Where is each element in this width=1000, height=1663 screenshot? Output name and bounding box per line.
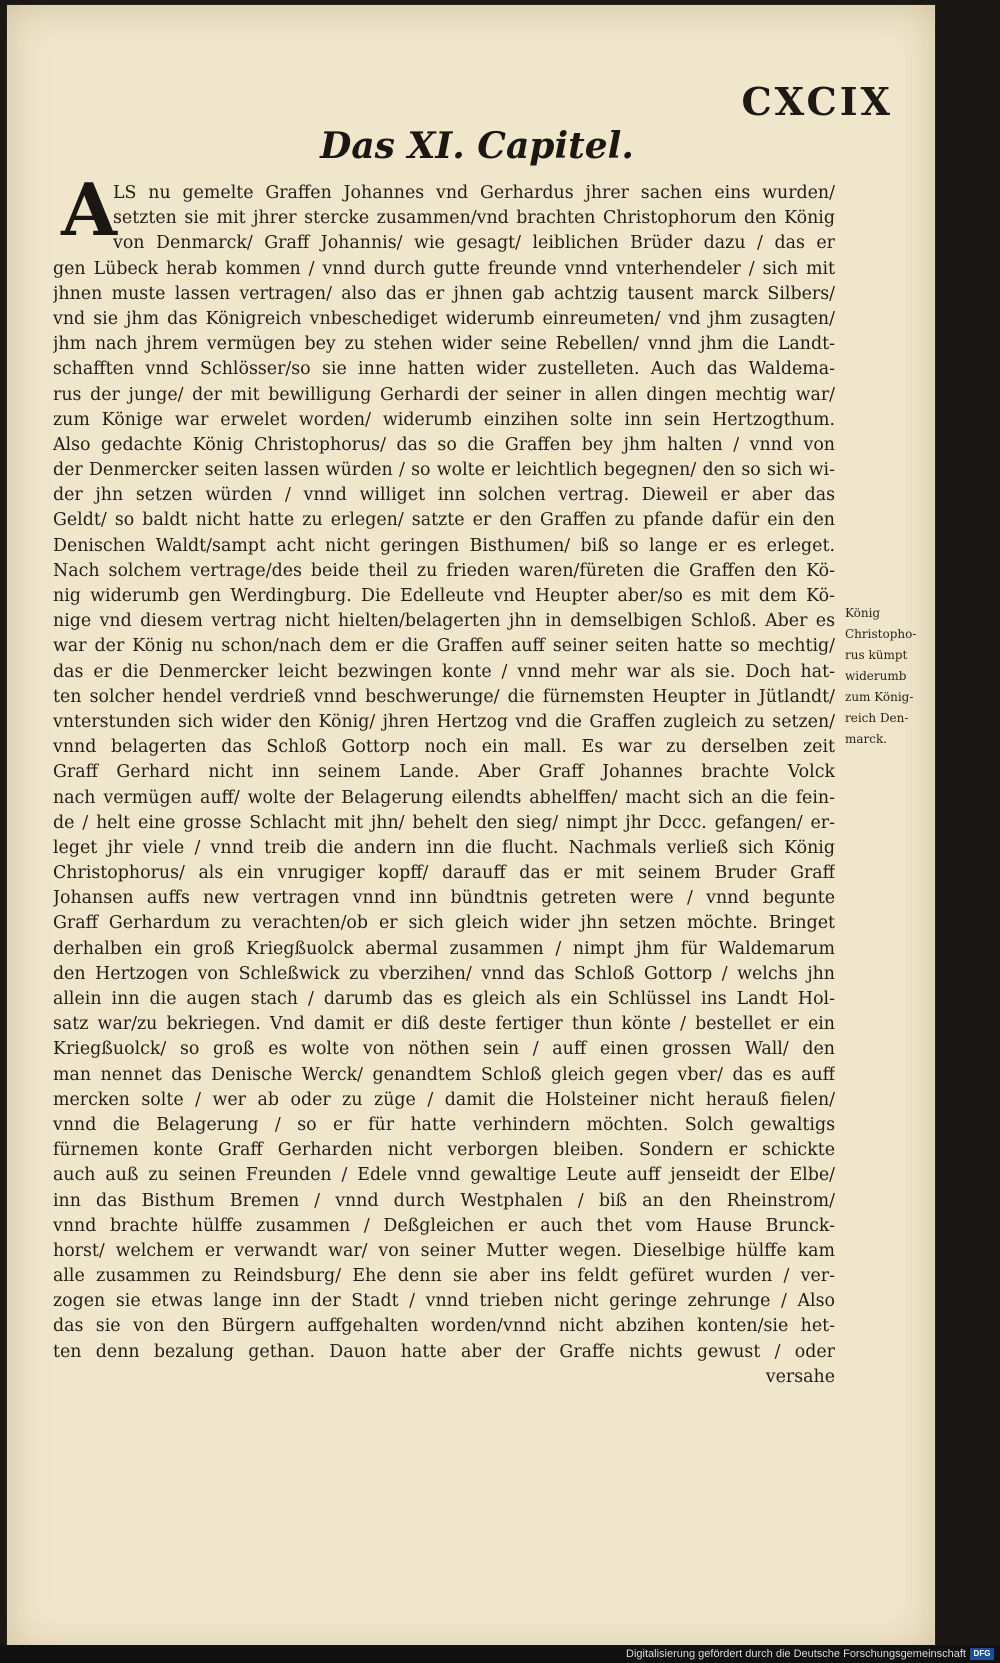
text-line: ten denn bezalung gethan. Dauon hatte aber der Graffe nichts gewust / oder bbox=[53, 1341, 835, 1362]
margin-note-line: zum König- bbox=[845, 690, 914, 704]
text-line: der Denmercker seiten lassen würden / so wolte er leichtlich begegnen/ den so sich wi- bbox=[53, 460, 835, 481]
text-line: vnnd belagerten das Schloß Gottorp noch ein mall. Es war zu derselben zeit bbox=[53, 737, 835, 758]
text-line: de / helt eine grosse Schlacht mit jhn/ behelt den sieg/ nimpt jhr Dccc. gefangen/ er- bbox=[53, 812, 835, 833]
text-line: jhnen muste lassen vertragen/ also das er jhnen gab achtzig tausent marck Silbers/ bbox=[53, 283, 835, 304]
text-line: von Denmarck/ Graff Johannis/ wie gesagt/ leiblichen Brüder dazu / das er bbox=[113, 233, 835, 254]
margin-note-line: reich Den- bbox=[845, 711, 909, 725]
text-line: den Hertzogen von Schleßwick zu vberzihen/ vnnd das Schloß Gottorp / welchs jhn bbox=[53, 963, 835, 984]
text-line: nig widerumb gen Werdingburg. Die Edelleute vnd Heupter aber/so es mit dem Kö- bbox=[53, 586, 835, 606]
margin-note-line: König bbox=[845, 606, 881, 620]
funding-notice: Digitalisierung gefördert durch die Deutsche Forschungsgemeinschaft bbox=[626, 1648, 966, 1660]
text-line: alle zusammen zu Reindsburg/ Ehe denn sie aber ins feldt gefüret wurden / ver- bbox=[53, 1266, 835, 1287]
text-line: Graff Gerhardum zu verachten/ob er sich gleich wider jhn setzen möchte. Bringet bbox=[53, 913, 835, 934]
text-line: der jhn setzen würden / vnnd williget inn solchen vertrag. Dieweil er aber das bbox=[53, 485, 835, 506]
text-line: nige vnd diesem vertrag nicht hielten/belagerten jhn in demselbigen Schloß. Aber es bbox=[53, 611, 835, 632]
text-line: schafften vnnd Schlösser/so sie inne hatten wider zustelleten. Auch das Waldema- bbox=[53, 359, 835, 380]
text-line: zogen sie etwas lange inn der Stadt / vnnd trieben nicht geringe zehrunge / Also bbox=[53, 1291, 835, 1312]
folio-number: CXCIX bbox=[741, 79, 893, 124]
text-line: war der König nu schon/nach dem er die Graffen auff seiner seiten hatte so mechtig/ bbox=[53, 636, 835, 657]
text-line: satz war/zu bekriegen. Vnd damit er diß deste fertiger thun könte / bestellet er ein bbox=[53, 1014, 835, 1035]
text-line: nach vermügen auff/ wolte der Belagerung eilendts abhelffen/ macht sich an die fein- bbox=[53, 787, 835, 808]
text-line: inn das Bisthum Bremen / vnnd durch Westphalen / biß an den Rheinstrom/ bbox=[53, 1190, 835, 1211]
text-line: das er die Denmercker leicht bezwingen konte / vnnd mehr war als sie. Doch hat- bbox=[53, 661, 835, 682]
text-line: Christophorus/ als ein vnrugiger kopff/ darauff das er mit seinem Bruder Graff bbox=[53, 863, 835, 884]
text-line: vnterstunden sich wider den König/ jhren Hertzog vnd die Graffen zugleich zu setzen/ bbox=[53, 711, 835, 732]
text-line: gen Lübeck herab kommen / vnnd durch gutte freunde vnnd vnterhendeler / sich mit bbox=[53, 258, 835, 279]
body-text bbox=[53, 181, 835, 1390]
chapter-title: Das XI. Capitel. bbox=[320, 125, 634, 167]
text-line: auch auß zu seinen Freunden / Edele vnnd gewaltige Leute auff jenseidt der Elbe/ bbox=[53, 1165, 835, 1186]
text-line: vnnd die Belagerung / so er für hatte verhindern möchten. Solch gewaltigs bbox=[53, 1114, 835, 1135]
text-line: zum Könige war erwelet worden/ widerumb einzihen solte inn sein Hertzogthum. bbox=[53, 409, 835, 430]
text-line: Kriegßuolck/ so groß es wolte von nöthen sein / auff einen grossen Wall/ den bbox=[53, 1039, 835, 1060]
footer-bar bbox=[0, 1645, 1000, 1663]
margin-note-line: widerumb bbox=[845, 669, 907, 683]
book-page bbox=[6, 4, 936, 1654]
decorated-initial: A bbox=[61, 167, 117, 252]
text-line: setzten sie mit jhrer stercke zusammen/vnd brachten Christophorum den König bbox=[113, 208, 835, 229]
text-line: allein inn die augen stach / darumb das es gleich als ein Schlüssel ins Landt Hol- bbox=[53, 989, 835, 1009]
text-line: vnnd brachte hülffe zusammen / Deßgleichen er auch thet vom Hause Brunck- bbox=[53, 1215, 835, 1236]
text-line: Also gedachte König Christophorus/ das so die Graffen bey jhm halten / vnnd von bbox=[53, 434, 835, 455]
margin-note-line: rus kümpt bbox=[845, 648, 908, 662]
dfg-logo-icon: DFG bbox=[970, 1648, 994, 1660]
text-line: Geldt/ so baldt nicht hatte zu erlegen/ satzte er den Graffen zu pfande dafür ein den bbox=[53, 510, 835, 531]
text-line: rus der junge/ der mit bewilligung Gerhardi der seiner in allen dingen mechtig war/ bbox=[53, 384, 835, 405]
catchword: versahe bbox=[765, 1366, 835, 1387]
margin-note-line: Christopho- bbox=[845, 627, 917, 641]
text-line: vnd sie jhm das Königreich vnbeschediget widerumb einreumeten/ vnd jhm zusagten/ bbox=[53, 308, 835, 329]
text-line: man nennet das Denische Werck/ genandtem Schloß gleich gegen vber/ das es auff bbox=[53, 1064, 835, 1085]
text-line: leget jhr viele / vnnd treib die andern inn die flucht. Nachmals verließ sich König bbox=[53, 837, 835, 858]
text-line: ten solcher hendel verdrieß vnnd beschwerunge/ die fürnemsten Heupter in Jütlandt/ bbox=[53, 686, 835, 707]
text-line: Nach solchem vertrage/des beide theil zu frieden waren/füreten die Graffen den Kö- bbox=[53, 560, 835, 581]
text-line: derhalben ein groß Kriegßuolck abermal zusammen / nimpt jhm für Waldemarum bbox=[53, 938, 835, 959]
margin-note bbox=[845, 603, 925, 750]
text-line: Johansen auffs new vertragen vnnd inn bündtnis getreten were / vnnd begunte bbox=[53, 888, 835, 909]
text-line: horst/ welchem er verwandt war/ von seiner Mutter wegen. Dieselbige hülffe kam bbox=[53, 1240, 835, 1261]
text-line: LS nu gemelte Graffen Johannes vnd Gerhardus jhrer sachen eins wurden/ bbox=[113, 183, 835, 203]
text-line: jhm nach jhrem vermügen bey zu stehen wider seine Rebellen/ vnnd jhm die Landt- bbox=[53, 334, 835, 355]
text-line: Denischen Waldt/sampt acht nicht geringen Bisthumen/ biß so lange er es erleget. bbox=[53, 535, 835, 556]
text-line: fürnemen konte Graff Gerharden nicht verborgen bleiben. Sondern er schickte bbox=[53, 1140, 835, 1161]
margin-note-line: marck. bbox=[845, 732, 888, 746]
text-line: Graff Gerhard nicht inn seinem Lande. Aber Graff Johannes brachte Volck bbox=[53, 762, 835, 783]
text-line: das sie von den Bürgern auffgehalten worden/vnnd nicht abzihen konten/sie het- bbox=[53, 1316, 835, 1337]
text-line: mercken solte / wer ab oder zu züge / damit die Holsteiner nicht herauß fielen/ bbox=[53, 1089, 835, 1110]
